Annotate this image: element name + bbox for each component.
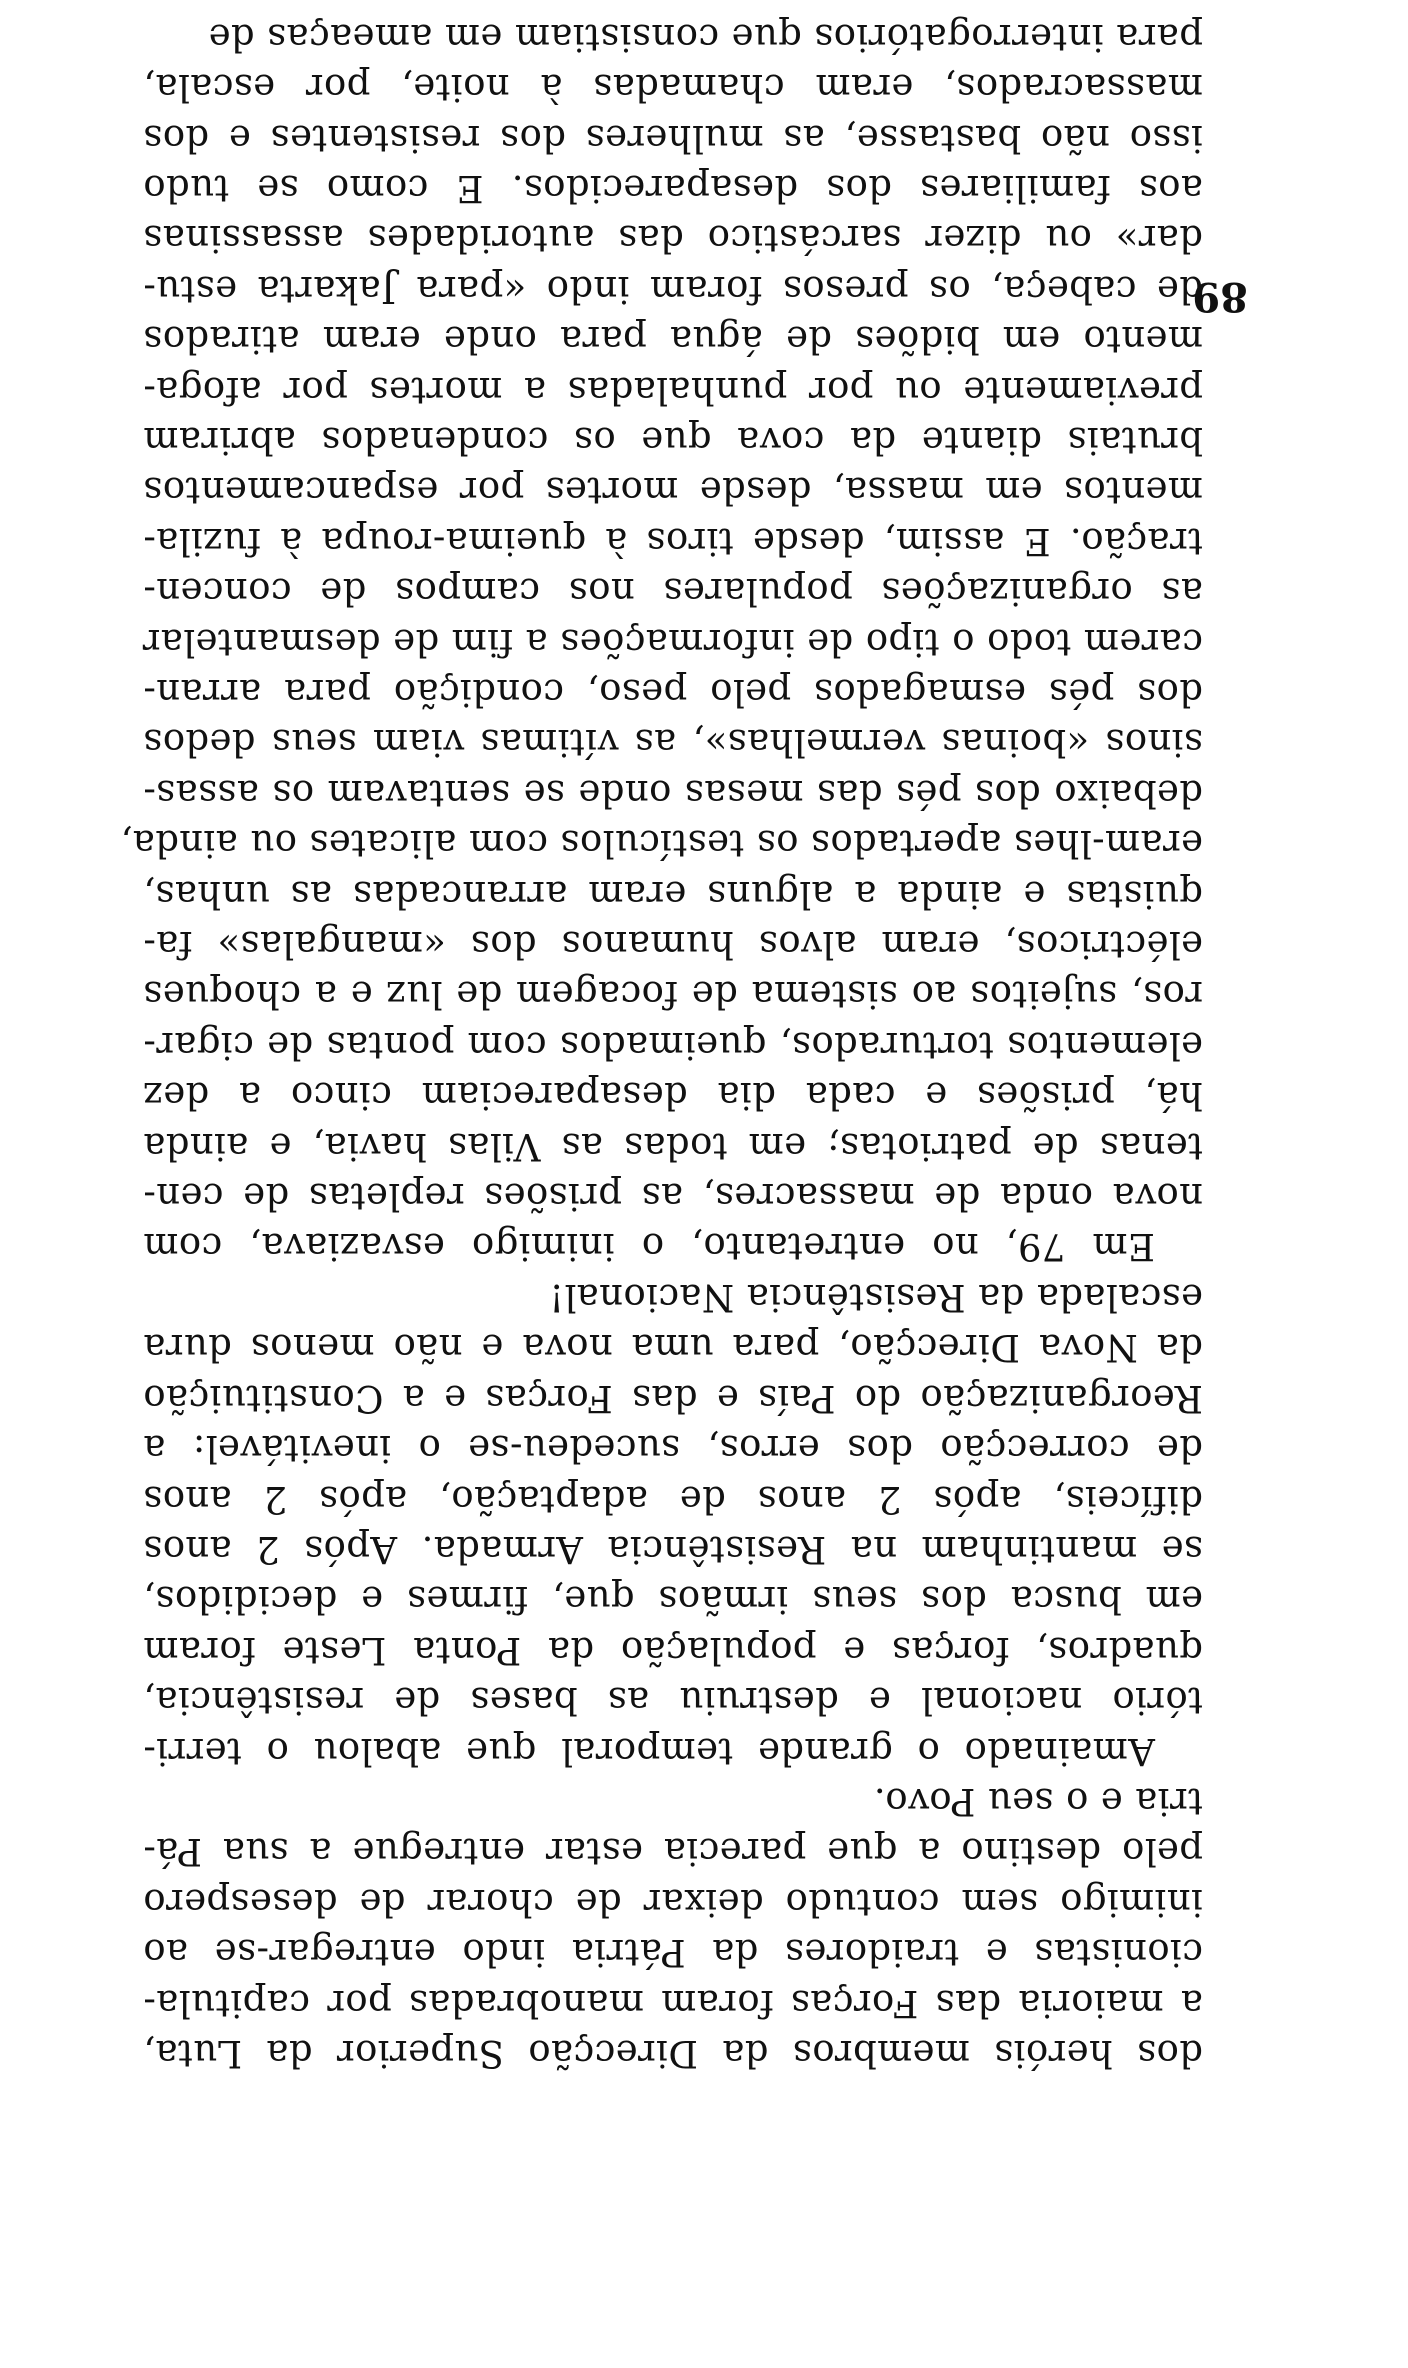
text-line: da Nova Direcção, para uma nova e não menos dura — [143, 1326, 1203, 1370]
paragraph — [143, 1272, 1203, 1776]
paragraph — [120, 11, 1203, 1271]
text-line: dos pés esmagados pelo peso, condição para arran- — [143, 671, 1203, 715]
text-line: tração. E assim, desde tiros à queima-roupa à fuzila- — [143, 519, 1203, 563]
text-line: previamente ou por punhaladas a mortes por afoga- — [143, 368, 1203, 412]
text-line: mentos em massa, desde mortes por espancamentos — [143, 469, 1203, 513]
text-line: quistas e ainda a alguns eram arrancadas as unhas, — [143, 872, 1203, 916]
text-line: Amainado o grande temporal que abalou o terri- — [143, 1729, 1155, 1773]
text-line: escalada da Resistência Nacional! — [548, 1275, 1203, 1319]
text-line: eléctricos, eram alvos humanos dos «mangalas» fa- — [143, 923, 1203, 967]
text-line: dos heróis membros da Direcção Superior da Luta, — [143, 2032, 1203, 2075]
text-line: Reorganização do País e das Forças e a Constituição — [143, 1376, 1203, 1420]
text-line: para interrogatórios que consistiam em ameaças de — [208, 15, 1203, 59]
text-line: há, prisões e cada dia desapareciam cinco a dez — [143, 1074, 1203, 1118]
text-line: carem todo o tipo de informações a fim de desmantelar — [142, 620, 1203, 664]
text-line: nova onda de massacres, as prisões repletas de cen- — [143, 1175, 1203, 1219]
text-line: tria e o seu Povo. — [873, 1779, 1203, 1823]
text-line: de correcção dos erros, sucedeu-se o inevitável: a — [143, 1427, 1203, 1471]
text-line: tório nacional e destruiu as bases de resistência, — [143, 1679, 1203, 1723]
text-line: mento em bidões de água para onde eram atirados — [143, 318, 1203, 362]
text-line: pelo destino a que parecia estar entregue a sua Pá- — [143, 1830, 1203, 1874]
text-line: difíceis, após 2 anos de adaptação, após 2 anos — [143, 1477, 1203, 1521]
text-line: se mantinham na Resistência Armada. Após 2 anos — [143, 1527, 1203, 1571]
text-line: Em 79, no entretanto, o inimigo esvaziava, com — [143, 1225, 1155, 1269]
text-line: cionistas e traidores da Pátria indo entregar-se ao — [143, 1931, 1203, 1975]
page-number: 89 — [1192, 273, 1248, 320]
text-line: brutais diante da cova que os condenados abriram — [143, 419, 1203, 462]
text-line: aos familiares dos desaparecidos. E como se tudo — [143, 166, 1203, 210]
text-line: sinos «boinas vermelhas», as vítimas viam seus dedos — [143, 721, 1203, 765]
text-line: inimigo sem contudo deixar de chorar de desespero — [143, 1880, 1203, 1924]
text-line: elementos torturados, queimados com pontas de cigar- — [143, 1023, 1203, 1067]
text-line: quadros, forças e população da Ponta Leste foram — [143, 1628, 1203, 1672]
text-line: de cabeça, os presos foram indo «para Jakarta estu- — [143, 267, 1203, 311]
text-line: eram-lhes apertados os testículos com alicates ou ainda, — [120, 822, 1203, 866]
text-line: tenas de patriotas; em todas as Vilas havia, e ainda — [143, 1124, 1203, 1168]
text-line: as organizações populares nos campos de concen- — [143, 570, 1203, 614]
body-text — [120, 11, 1203, 2078]
text-line: debaixo dos pés das mesas onde se sentavam os assas- — [143, 771, 1203, 815]
text-line: isso não bastasse, as mulheres dos resistentes e dos — [143, 116, 1203, 160]
text-line: a maioria das Forças foram manobradas por capitula- — [143, 1981, 1203, 2025]
text-line: massacrados, eram chamadas à noite, por escala, — [143, 66, 1203, 110]
paragraph — [143, 1776, 1203, 2078]
text-line: ros, sujeitos ao sistema de focagem de luz e a choques — [143, 973, 1203, 1017]
text-line: em busca dos seus irmãos que, firmes e decididos, — [143, 1578, 1203, 1622]
text-line: dar» ou dizer sarcástico das autoridades assassinas — [143, 217, 1203, 261]
